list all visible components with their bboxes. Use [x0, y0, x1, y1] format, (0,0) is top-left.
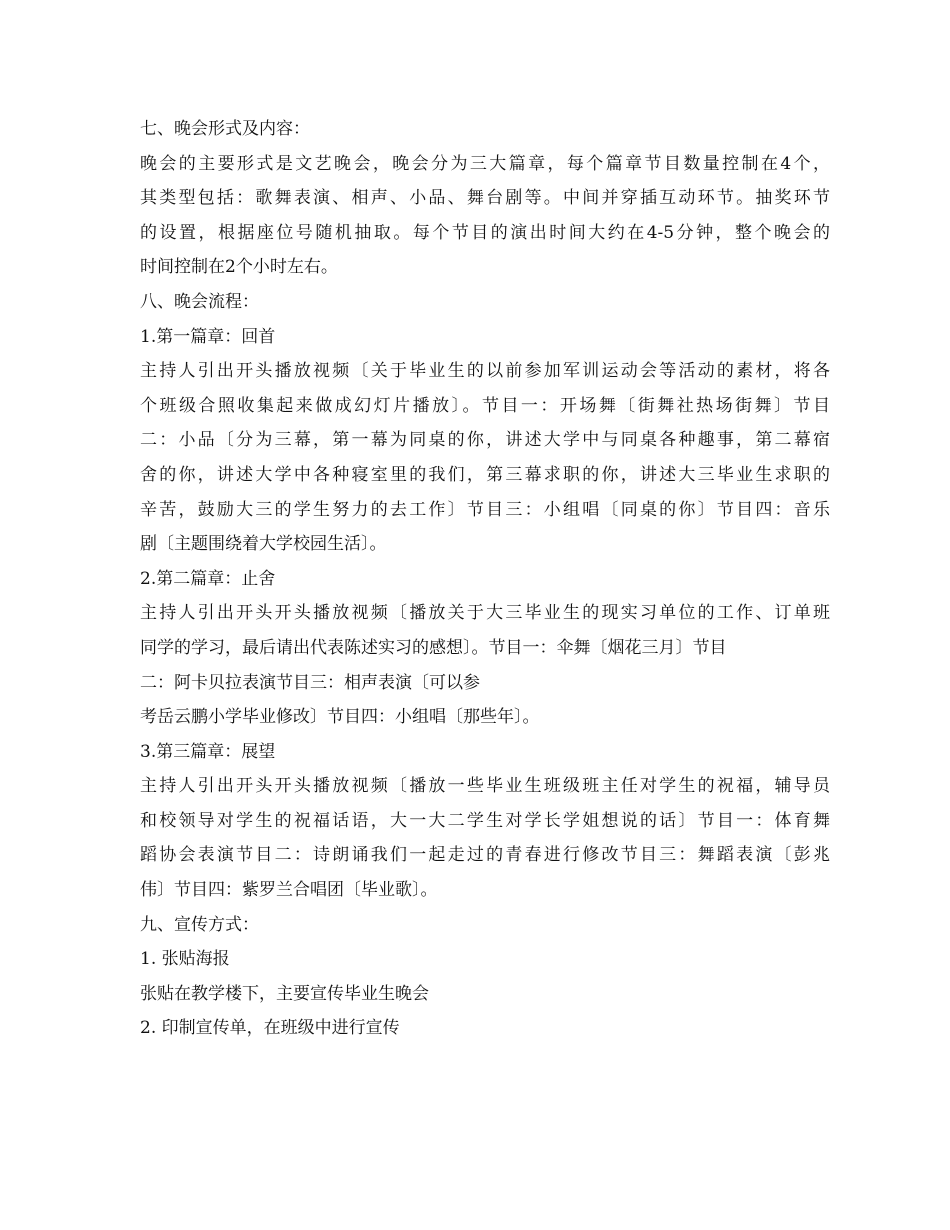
text-line: 七、晚会形式及内容： [140, 119, 310, 139]
document-page [140, 112, 830, 1046]
text-line: 八、晚会流程： [140, 291, 259, 312]
text-line: 张贴在教学楼下，主要宣传毕业生晚会 [140, 983, 429, 1004]
text-line: 3.第三篇章：展望 [140, 741, 276, 762]
text-line: 个班级合照收集起来做成幻灯片播放〕。节目一：开场舞〔街舞社热场街舞〕节目 [140, 395, 830, 416]
text-line: 1. 张贴海报 [140, 949, 230, 970]
text-line: 2.第二篇章：止舍 [140, 568, 276, 589]
text-line: 和校领导对学生的祝福话语，大一大二学生对学长学姐想说的话〕节目一：体育舞 [140, 810, 830, 831]
text-line: 时间控制在2个小时左右。 [140, 257, 338, 278]
text-line: 的设置，根据座位号随机抽取。每个节目的演出时间大约在4-5分钟，整个晚会的 [140, 222, 830, 243]
text-line: 剧〔主题围绕着大学校园生活〕。 [140, 534, 387, 555]
text-line: 舍的你，讲述大学中各种寝室里的我们，第三幕求职的你，讲述大三毕业生求职的 [140, 464, 830, 485]
text-line: 二：小品〔分为三幕，第一幕为同桌的你，讲述大学中与同桌各种趣事，第二幕宿 [140, 430, 830, 451]
text-line: 其类型包括：歌舞表演、相声、小品、舞台剧等。中间并穿插互动环节。抽奖环节 [140, 188, 830, 209]
text-line: 辛苦，鼓励大三的学生努力的去工作〕节目三：小组唱〔同桌的你〕节目四：音乐 [140, 499, 830, 520]
text-line: 二：阿卡贝拉表演节目三：相声表演〔可以参 [140, 672, 480, 693]
text-line: 九、宣传方式： [140, 914, 259, 935]
text-line: 蹈协会表演节目二：诗朗诵我们一起走过的青春进行修改节目三：舞蹈表演〔彭兆 [140, 845, 830, 866]
text-line: 晚会的主要形式是文艺晚会，晚会分为三大篇章，每个篇章节目数量控制在4个， [140, 153, 830, 174]
text-line: 同学的学习，最后请出代表陈述实习的感想〕。节目一：伞舞〔烟花三月〕节目 [140, 637, 727, 658]
text-line: 伟〕节目四：紫罗兰合唱团〔毕业歌〕。 [140, 880, 438, 901]
text-line: 1.第一篇章：回首 [140, 326, 276, 347]
text-line: 主持人引出开头开头播放视频〔播放关于大三毕业生的现实习单位的工作、订单班 [140, 603, 830, 624]
text-line: 2. 印制宣传单，在班级中进行宣传 [140, 1018, 400, 1039]
text-line: 主持人引出开头播放视频〔关于毕业生的以前参加军训运动会等活动的素材，将各 [140, 361, 830, 382]
text-line: 考岳云鹏小学毕业修改〕节目四：小组唱〔那些年〕。 [140, 707, 540, 728]
text-line: 主持人引出开头开头播放视频〔播放一些毕业生班级班主任对学生的祝福，辅导员 [140, 776, 830, 797]
